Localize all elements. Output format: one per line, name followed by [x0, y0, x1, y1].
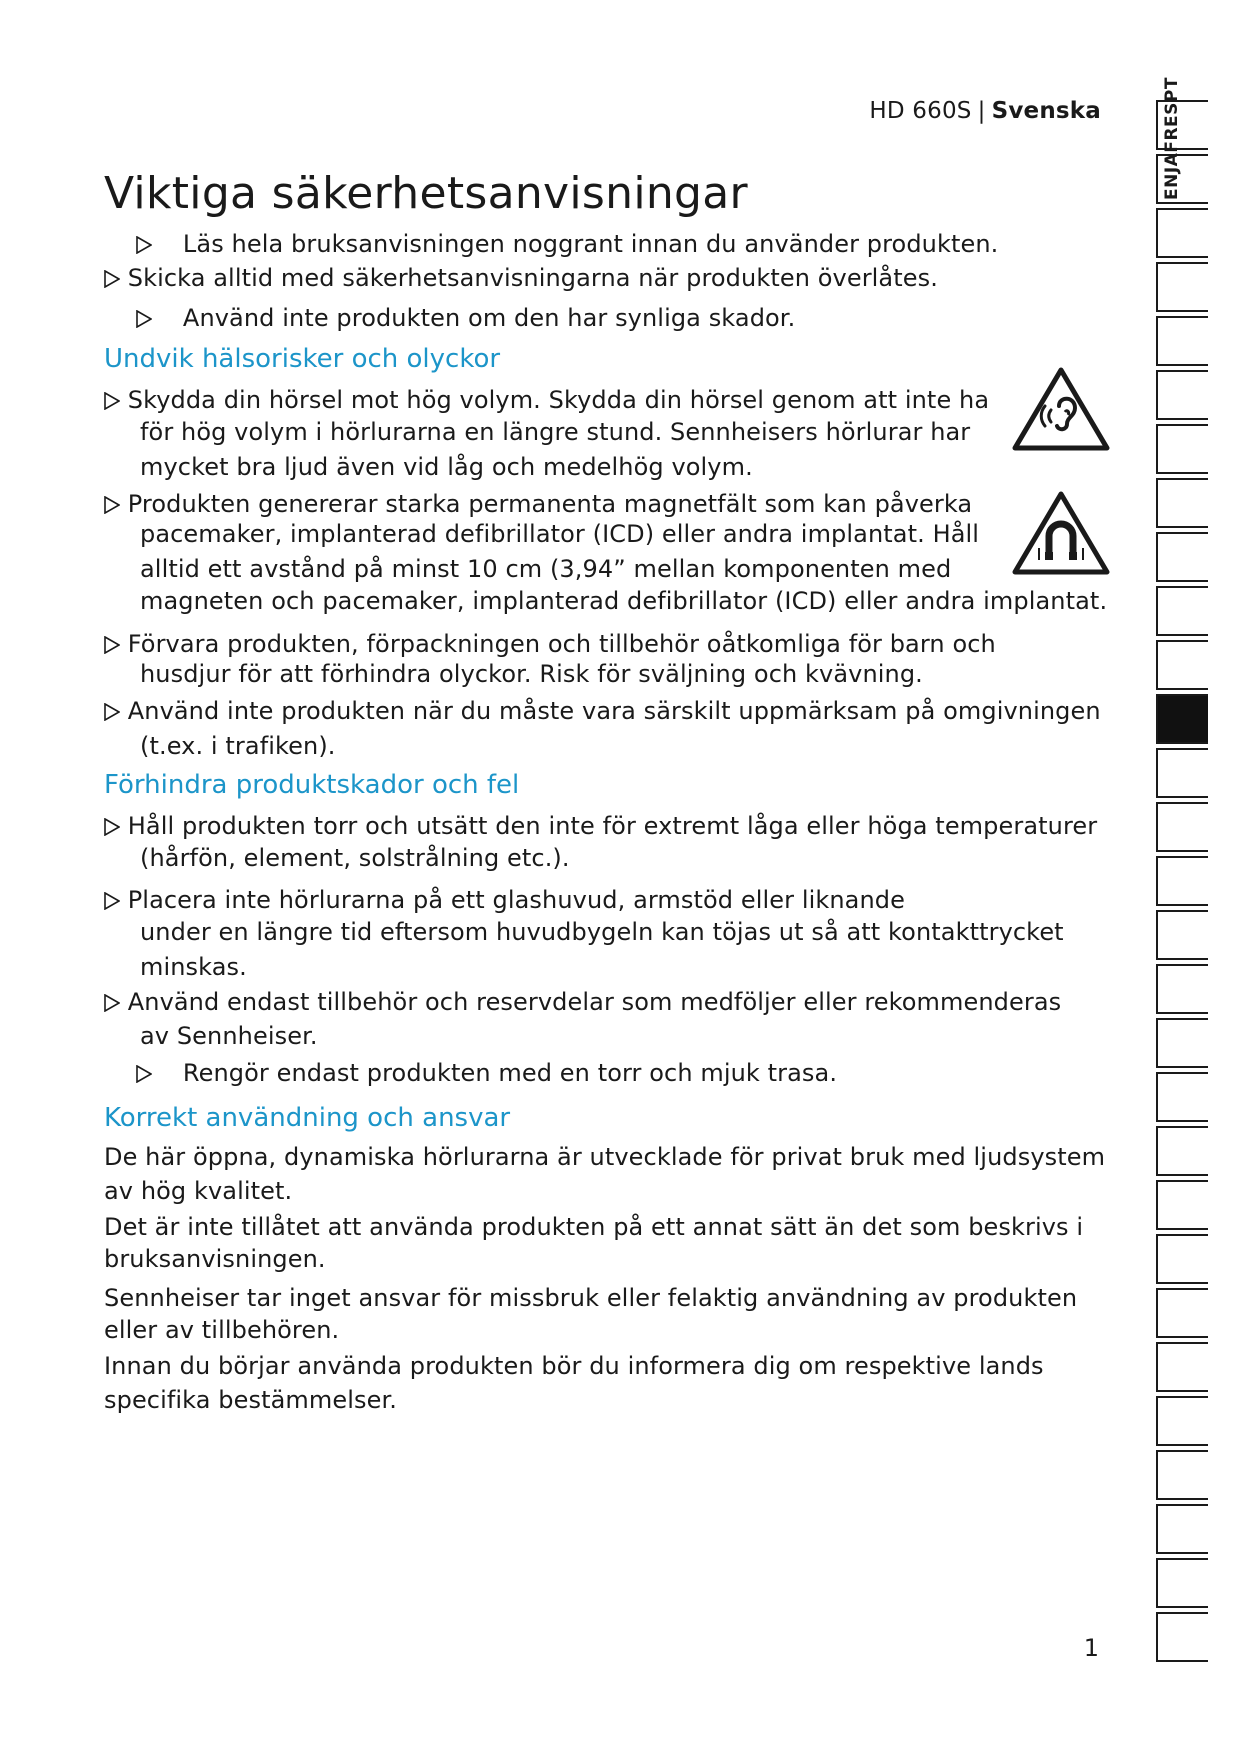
- model-name: HD 660S: [869, 98, 972, 124]
- list-item: Rengör endast produkten med en torr och mjuk trasa.: [136, 1059, 837, 1087]
- side-tab[interactable]: [1156, 1180, 1208, 1230]
- side-tab[interactable]: [1156, 1018, 1208, 1068]
- bullet-triangle-icon: [104, 270, 120, 288]
- list-item-continuation: (hårfön, element, solstrålning etc.).: [140, 844, 570, 872]
- side-tab[interactable]: [1156, 316, 1208, 366]
- list-item-continuation: (t.ex. i trafiken).: [140, 732, 336, 760]
- bullet-triangle-icon: [136, 236, 152, 254]
- side-tab[interactable]: [1156, 1126, 1208, 1176]
- bullet-triangle-icon: [136, 310, 152, 328]
- side-tab[interactable]: [1156, 1450, 1208, 1500]
- list-item: Produkten genererar starka permanenta magnetfält som kan påverka: [104, 490, 972, 518]
- paragraph-line: bruksanvisningen.: [104, 1245, 326, 1273]
- intro-item-1: Läs hela bruksanvisningen noggrant innan du använder produkten.: [136, 230, 998, 258]
- page-title: Viktiga säkerhetsanvisningar: [104, 168, 748, 219]
- bullet-triangle-icon: [104, 496, 120, 514]
- paragraph-line: Det är inte tillåtet att använda produkten på ett annat sätt än det som beskrivs i: [104, 1213, 1084, 1241]
- side-tab[interactable]: [1156, 1342, 1208, 1392]
- list-item-continuation: under en längre tid eftersom huvudbygeln kan töjas ut så att kontakttrycket: [140, 918, 1064, 946]
- header-separator: |: [977, 98, 986, 124]
- side-tab[interactable]: [1156, 910, 1208, 960]
- list-item-continuation: av Sennheiser.: [140, 1022, 318, 1050]
- language-name: Svenska: [991, 98, 1101, 124]
- side-tab[interactable]: [1156, 1612, 1208, 1662]
- side-tab[interactable]: [1156, 1072, 1208, 1122]
- side-tab[interactable]: [1156, 802, 1208, 852]
- side-tab[interactable]: [1156, 478, 1208, 528]
- section-heading-health: Undvik hälsorisker och olyckor: [104, 344, 501, 374]
- bullet-triangle-icon: [104, 892, 120, 910]
- list-item: Skydda din hörsel mot hög volym. Skydda din hörsel genom att inte ha: [104, 386, 989, 414]
- list-item: Placera inte hörlurarna på ett glashuvud, armstöd eller liknande: [104, 886, 905, 914]
- paragraph-line: De här öppna, dynamiska hörlurarna är utvecklade för privat bruk med ljudsystem: [104, 1143, 1106, 1171]
- side-tab[interactable]: [1156, 262, 1208, 312]
- side-tab[interactable]: [1156, 1234, 1208, 1284]
- side-tab[interactable]: [1156, 694, 1208, 744]
- list-item-continuation: pacemaker, implanterad defibrillator (ICD) eller andra implantat. Håll: [140, 520, 980, 548]
- bullet-triangle-icon: [104, 818, 120, 836]
- intro-item-3: Använd inte produkten om den har synliga skador.: [136, 304, 795, 332]
- section-heading-usage: Korrekt användning och ansvar: [104, 1103, 511, 1133]
- side-tab[interactable]: [1156, 1288, 1208, 1338]
- side-tab[interactable]: [1156, 964, 1208, 1014]
- side-tab[interactable]: [1156, 370, 1208, 420]
- side-tab[interactable]: [1156, 586, 1208, 636]
- intro-item-2: Skicka alltid med säkerhetsanvisningarna när produkten överlåtes.: [104, 264, 938, 292]
- list-item-continuation: husdjur för att förhindra olyckor. Risk för sväljning och kvävning.: [140, 660, 923, 688]
- bullet-triangle-icon: [136, 1065, 152, 1083]
- section-heading-damage: Förhindra produktskador och fel: [104, 770, 520, 800]
- hearing-warning-icon: [1011, 366, 1111, 452]
- list-item: Håll produkten torr och utsätt den inte för extremt låga eller höga temperaturer: [104, 812, 1097, 840]
- page-header: [869, 98, 1101, 124]
- side-tab[interactable]: [1156, 424, 1208, 474]
- list-item: Använd endast tillbehör och reservdelar som medföljer eller rekommenderas: [104, 988, 1061, 1016]
- side-tab[interactable]: [1156, 208, 1208, 258]
- side-tab[interactable]: [1156, 640, 1208, 690]
- list-item-continuation: mycket bra ljud även vid låg och medelhög volym.: [140, 453, 753, 481]
- list-item-continuation: minskas.: [140, 953, 247, 981]
- side-tab[interactable]: [1156, 1504, 1208, 1554]
- bullet-triangle-icon: [104, 703, 120, 721]
- list-item-continuation: för hög volym i hörlurarna en längre stund. Sennheisers hörlurar har: [140, 418, 971, 446]
- list-item-continuation: alltid ett avstånd på minst 10 cm (3,94” mellan komponenten med: [140, 555, 952, 583]
- side-tab[interactable]: [1156, 856, 1208, 906]
- bullet-triangle-icon: [104, 392, 120, 410]
- side-tab[interactable]: [1156, 1558, 1208, 1608]
- side-tab[interactable]: [1156, 532, 1208, 582]
- paragraph-line: av hög kvalitet.: [104, 1177, 293, 1205]
- side-tab[interactable]: [1156, 1396, 1208, 1446]
- list-item: Använd inte produkten när du måste vara särskilt uppmärksam på omgivningen: [104, 697, 1101, 725]
- bullet-triangle-icon: [104, 636, 120, 654]
- paragraph-line: Sennheiser tar inget ansvar för missbruk eller felaktig användning av produkten: [104, 1284, 1078, 1312]
- bullet-triangle-icon: [104, 994, 120, 1012]
- side-tab[interactable]: [1156, 748, 1208, 798]
- magnetic-field-warning-icon: [1011, 490, 1111, 576]
- list-item: Förvara produkten, förpackningen och tillbehör oåtkomliga för barn och: [104, 630, 996, 658]
- list-item-continuation: magneten och pacemaker, implanterad defibrillator (ICD) eller andra implantat.: [140, 587, 1108, 615]
- tab-language-labels: ENJAFRESPT: [1162, 77, 1182, 200]
- page-number: 1: [1083, 1634, 1099, 1662]
- paragraph-line: eller av tillbehören.: [104, 1316, 340, 1344]
- paragraph-line: Innan du börjar använda produkten bör du informera dig om respektive lands: [104, 1352, 1044, 1380]
- paragraph-line: specifika bestämmelser.: [104, 1386, 397, 1414]
